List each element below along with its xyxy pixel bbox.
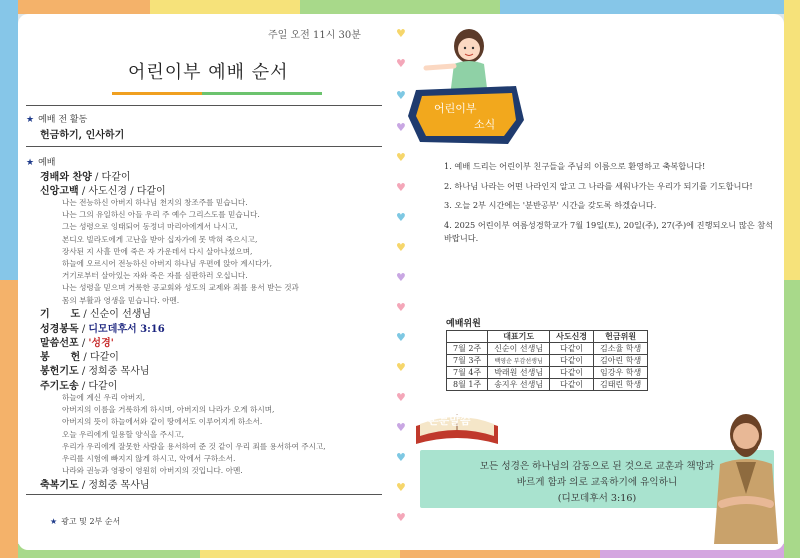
table-row xyxy=(447,343,648,355)
heart-icon: ♥ xyxy=(396,391,406,404)
order-item-benediction: 축복기도 / 정희중 목사님 xyxy=(40,480,150,491)
table-cell: 다같이 xyxy=(550,367,594,379)
heart-icon: ♥ xyxy=(396,331,406,344)
divider xyxy=(26,146,382,147)
table-cell: 8월 1주 xyxy=(447,379,488,391)
verse-line: 바르게 함과 의로 교육하기에 유익하니 xyxy=(516,477,678,488)
table-cell: 박래원 선생님 xyxy=(488,367,550,379)
heart-icon: ♥ xyxy=(396,57,406,70)
star-icon: ★ xyxy=(26,115,35,125)
order-item-prayer: 기 도 / 신순이 선생님 xyxy=(40,309,152,320)
duty-roster-table xyxy=(446,330,648,391)
title-underline-green xyxy=(202,92,322,95)
order-item-lords-prayer-song: 주기도송 / 다같이 xyxy=(40,381,118,392)
heart-icon: ♥ xyxy=(396,121,406,134)
heart-icon: ♥ xyxy=(396,361,406,374)
heart-icon: ♥ xyxy=(396,511,406,524)
notice-item: 1. 예배 드리는 어린이부 친구들을 주님의 이름으로 환영하고 축복합니다! xyxy=(444,161,706,171)
table-cell: 김소율 학생 xyxy=(594,343,648,355)
order-item-scripture-reading: 성경봉독 / 디모데후서 3:16 xyxy=(40,324,165,335)
heart-icon: ♥ xyxy=(396,301,406,314)
order-item-offering-prayer: 봉헌기도 / 정희중 목사님 xyxy=(40,366,150,377)
verse-line: 모든 성경은 하나님의 감동으로 된 것으로 교훈과 책망과 xyxy=(479,461,715,472)
verse-reference: (디모데후서 3:16) xyxy=(557,493,637,504)
table-cell: 다같이 xyxy=(550,355,594,367)
heart-icon: ♥ xyxy=(396,241,406,254)
order-item-praise: 경배와 찬양 / 다같이 xyxy=(40,172,131,183)
star-icon: ★ xyxy=(26,158,35,168)
table-row xyxy=(447,379,648,391)
order-item-offering: 봉 헌 / 다같이 xyxy=(40,352,119,363)
news-badge-line2: 소식 xyxy=(474,118,496,131)
news-badge xyxy=(408,86,526,146)
order-item-creed: 신앙고백 / 사도신경 / 다같이 xyxy=(40,186,166,197)
title-underline-orange xyxy=(112,92,202,95)
page-title: 어린이부 예배 순서 xyxy=(128,62,289,83)
heart-icon: ♥ xyxy=(396,211,406,224)
service-time: 주일 오전 11시 30분 xyxy=(268,30,361,41)
heart-icon: ♥ xyxy=(396,181,406,194)
lords-prayer-text: 하늘에 계신 우리 아버지, 아버지의 이름을 거룩하게 하시며, 아버지의 나라가 오게 하시며, 아버지의 뜻이 하늘에서와 같이 땅에서도 이루어지게 하소서. 오늘 우리에게 일용할 양식을 주시고, 우리가 우리에게 잘못한 사람을 용서하여 준 것 같이 우리 죄를 용서하여 주시고, 우리를 시험에 빠지지 않게 하시고, 악에서 구하소서. 나라와 권능과 영광이 영원히 아버지의 것입니다. 아멘. xyxy=(62,393,326,476)
heart-icon: ♥ xyxy=(396,27,406,40)
heart-icon: ♥ xyxy=(396,151,406,164)
notice-list xyxy=(444,160,774,252)
notice-item: 3. 오늘 2부 시간에는 '분반공부' 시간을 갖도록 하겠습니다. xyxy=(444,200,657,210)
table-row xyxy=(447,367,648,379)
table-cell: 다같이 xyxy=(550,343,594,355)
heart-icon: ♥ xyxy=(396,451,406,464)
worship-heading: ★ 예배 xyxy=(26,158,56,168)
table-cell: 다같이 xyxy=(550,379,594,391)
table-cell: 김태린 학생 xyxy=(594,379,648,391)
table-cell: 7월 3주 xyxy=(447,355,488,367)
order-item-sermon: 말씀선포 / '성경' xyxy=(40,338,114,349)
table-cell: 신순이 선생님 xyxy=(488,343,550,355)
heart-icon: ♥ xyxy=(396,271,406,284)
pre-worship-item: 헌금하기, 인사하기 xyxy=(40,130,125,141)
table-cell: 임강우 학생 xyxy=(594,367,648,379)
bible-figure-illustration xyxy=(706,404,784,544)
pre-worship-heading: ★ 예배 전 활동 xyxy=(26,115,88,125)
heart-icon: ♥ xyxy=(396,89,406,102)
divider xyxy=(26,105,382,106)
heart-icon: ♥ xyxy=(396,421,406,434)
table-cell: 송지우 선생님 xyxy=(488,379,550,391)
notice-item: 4. 2025 어린이부 여름성경학교가 7월 19일(토), 20일(주), 27(주)에 진행되오니 많은 참석 바랍니다. xyxy=(444,219,774,243)
table-cell: 김아린 학생 xyxy=(594,355,648,367)
table-cell: 7월 4주 xyxy=(447,367,488,379)
table-cell: 백영순 부감선생님 xyxy=(488,355,550,367)
sermon-label: 본문말씀 xyxy=(428,414,471,427)
news-badge-line1: 어린이부 xyxy=(434,102,477,115)
notice-item: 2. 하나님 나라는 어떤 나라인지 알고 그 나라를 세워나가는 우리가 되기를 기도합니다! xyxy=(444,180,753,191)
divider xyxy=(26,494,382,495)
duty-roster-title: 예배위원 xyxy=(446,319,481,329)
footer-note: ★ 광고 및 2부 순서 xyxy=(50,517,121,526)
apostles-creed-text: 나는 전능하신 아버지 하나님 천지의 창조주를 믿습니다. 나는 그의 유일하신 아들 우리 주 예수 그리스도를 믿습니다. 그는 성령으로 잉태되어 동정녀 마리아에게서 나시고, 본디오 빌라도에게 고난을 받아 십자가에 못 박혀 죽으시고, 장사된 지 사흘 만에 죽은 자 가운데서 다시 살아나셨으며, 하늘에 오르시어 전능하신 아버지 하나님 우편에 앉아 계시다가, 거기로부터 살아있는 자와 죽은 자를 심판하러 오십니다. 나는 성령을 믿으며 거룩한 공교회와 성도의 교제와 죄를 용서 받는 것과 몸의 부활과 영생을 믿습니다. 아멘. xyxy=(62,198,299,305)
heart-icon: ♥ xyxy=(396,481,406,494)
star-icon: ★ xyxy=(50,517,58,526)
table-cell: 7월 2주 xyxy=(447,343,488,355)
table-header-row: 대표기도 사도신경 헌금위원 xyxy=(447,331,648,343)
table-row xyxy=(447,355,648,367)
